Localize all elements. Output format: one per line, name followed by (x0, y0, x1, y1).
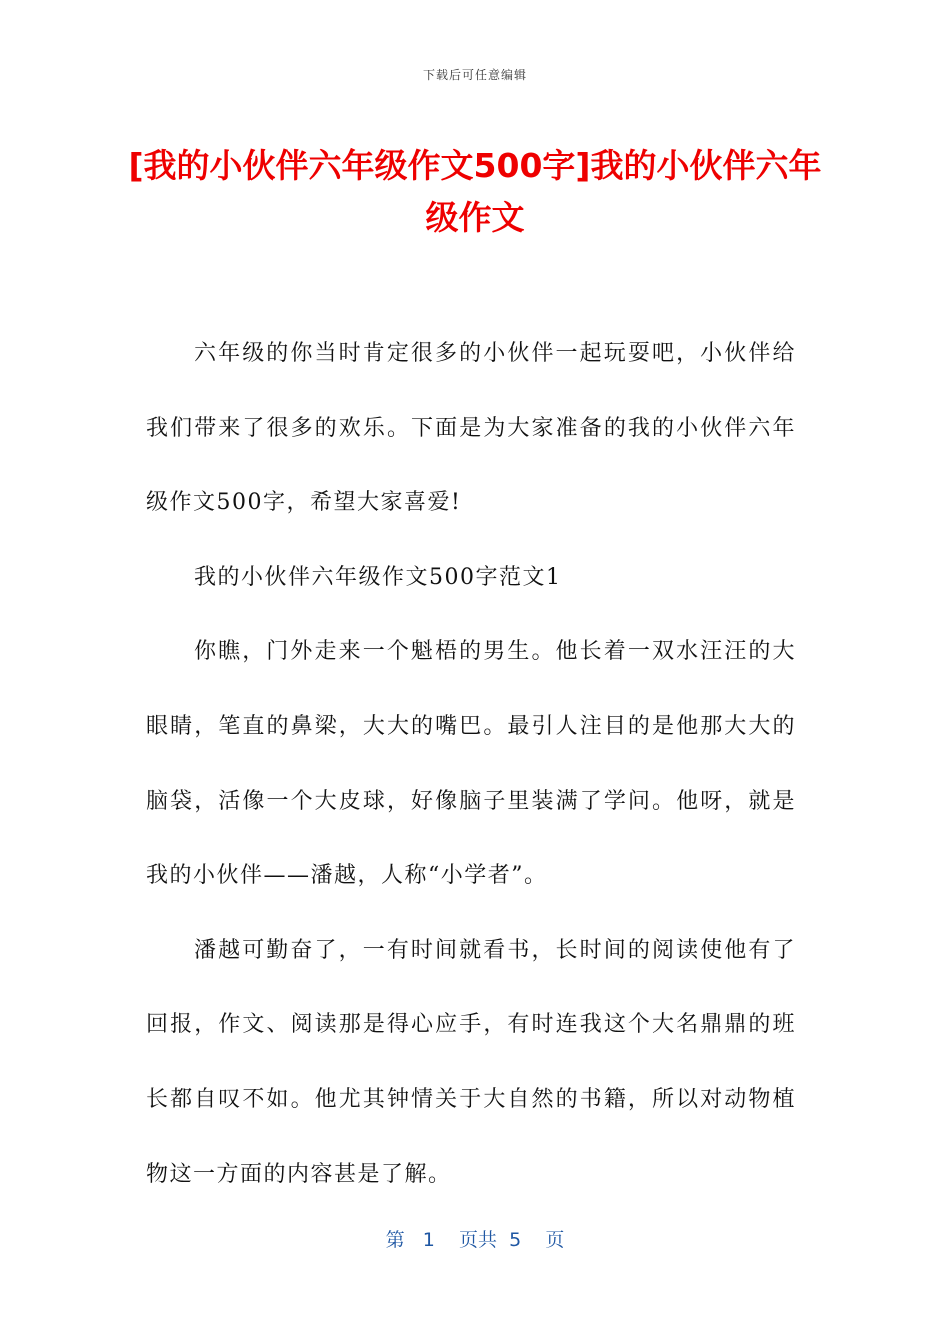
footer-middle: 页共 (459, 1229, 498, 1251)
paragraph-section-heading: 我的小伙伴六年级作文500字范文1 (194, 564, 562, 590)
page-footer (0, 1225, 950, 1252)
footer-total-pages: 5 (509, 1229, 522, 1251)
footer-prefix: 第 (385, 1229, 405, 1251)
footer-suffix: 页 (545, 1229, 565, 1251)
document-title: [我的小伙伴六年级作文500字]我的小伙伴六年级作文 (128, 146, 822, 237)
footer-current-page: 1 (422, 1229, 435, 1251)
header-note: 下载后可任意编辑 (422, 68, 527, 82)
document-body (146, 317, 796, 1212)
paragraph-intro: 六年级的你当时肯定很多的小伙伴一起玩耍吧，小伙伴给我们带来了很多的欢乐。下面是为大家准备的我的小伙伴六年级作文500字，希望大家喜爱! (146, 341, 796, 516)
paragraph-diligence: 潘越可勤奋了，一有时间就看书，长时间的阅读使他有了回报，作文、阅读那是得心应手，有时连我这个大名鼎鼎的班长都自叹不如。他尤其钟情关于大自然的书籍，所以对动物植物这一方面的内容甚是了解。 (146, 937, 796, 1187)
paragraph-description: 你瞧，门外走来一个魁梧的男生。他长着一双水汪汪的大眼睛，笔直的鼻梁，大大的嘴巴。最引人注目的是他那大大的脑袋，活像一个大皮球，好像脑子里装满了学问。他呀，就是我的小伙伴——潘越，人称“小学者”。 (146, 639, 796, 889)
